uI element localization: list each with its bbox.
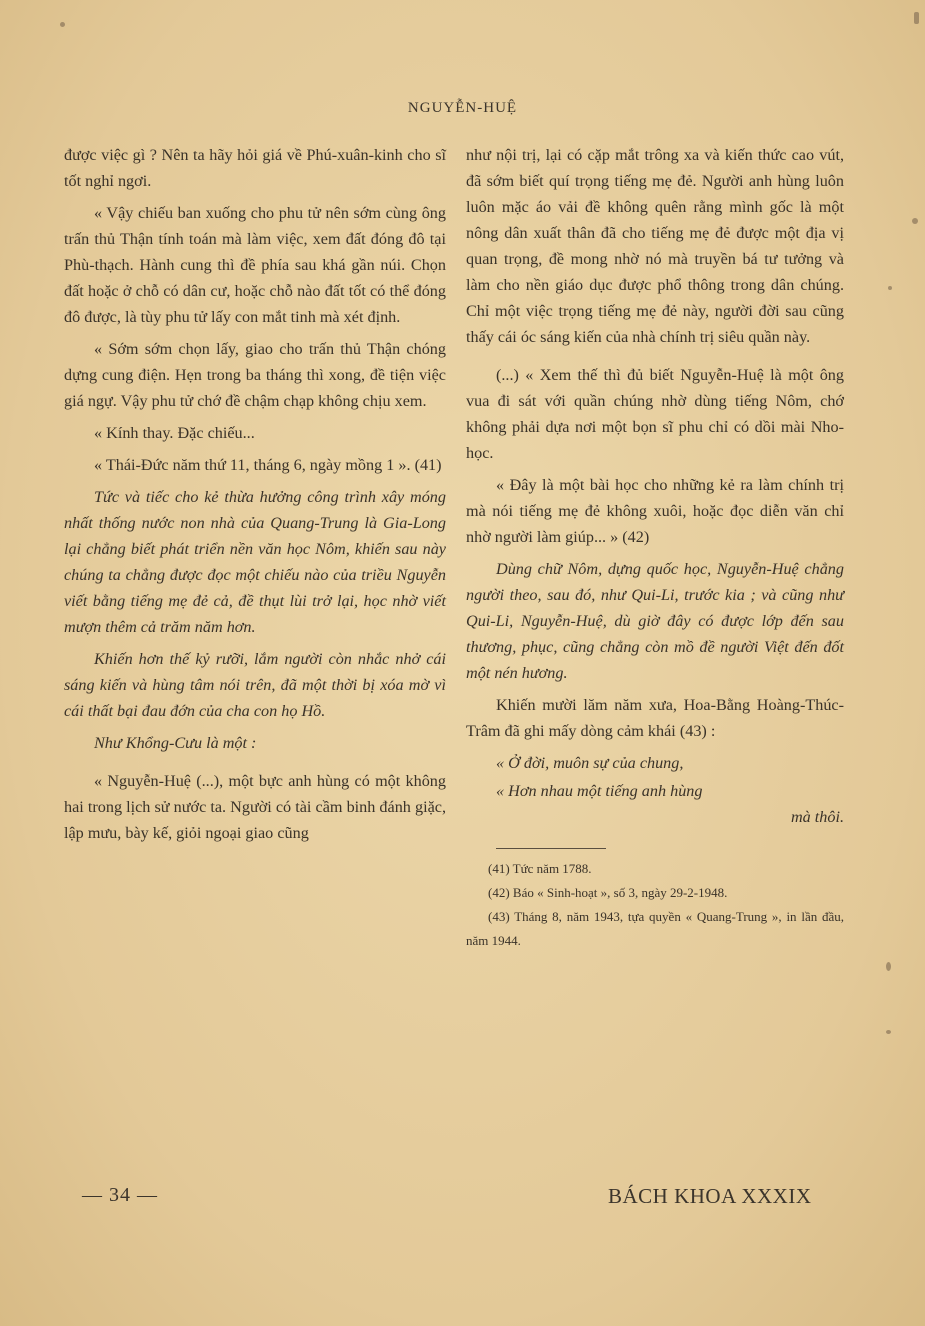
paper-speck [912,218,918,224]
verse-line: mà thôi. [790,808,844,826]
running-title: NGUYỄN-HUỆ [407,100,518,116]
right-column [466,142,844,953]
verse-line: « Hơn nhau một tiếng anh hùng [496,782,703,800]
verse-line: « Ở đời, muôn sự của chung, [496,754,684,772]
paragraph: « Thái-Đức năm thứ 11, tháng 6, ngày mồng 1 ». (41) [94,456,442,474]
paragraph: được việc gì ? Nên ta hãy hỏi giá về Phú-xuân-kinh cho sĩ tốt nghỉ ngơi. [64,146,446,190]
paper-speck [886,1030,891,1034]
publication-title: BÁCH KHOA XXXIX [608,1184,812,1208]
footnote: (42) Báo « Sinh-hoạt », số 3, ngày 29-2-1948. [488,885,728,900]
paper-speck [886,962,891,971]
footnote-rule [496,848,606,849]
paragraph-italic: Tức và tiếc cho kẻ thừa hưởng công trình xây móng nhất thống nước non nhà của Quang-Trung là Gia-Long lại chẳng biết phát triển nền văn học Nôm, khiến sau này chúng ta chẳng được đọc một chiếu nào của triều Nguyễn viết bằng tiếng mẹ đẻ cả, đề thụt lùi trở lại, học nhờ viết mượn thêm cả trăm năm hơn. [64,488,446,636]
paragraph: « Vậy chiếu ban xuống cho phu tử nên sớm cùng ông trấn thủ Thận tính toán mà làm việc, xem đất đóng đô tại Phù-thạch. Hành cung thì đề phía sau khá gần núi. Chọn đất hoặc ở chỗ có dân cư, hoặc chỗ nào đất tốt có thể đóng đô được, là tùy phu tử lấy con mắt tinh mà xét định. [64,204,446,326]
paper-speck [888,286,892,290]
paragraph: như nội trị, lại có cặp mắt trông xa và kiến thức cao vút, đã sớm biết quí trọng tiếng mẹ đẻ. Người anh hùng luôn luôn mặc áo vải đề không quên rằng mình gốc là một nông dân xuất thân đã cho tiếng mẹ đẻ được một địa vị quan trọng, đề mong nhờ nó mà truyền bá tư tưởng và làm cho nền giáo dục được phổ thông trong dân chúng. Chỉ một việc trọng tiếng mẹ đẻ này, người đời sau cũng thấy cái óc sáng kiến của nhà chính trị siêu quần này. [466,146,844,346]
left-column [64,142,446,846]
paper-speck [914,12,919,24]
footnote: (41) Tức năm 1788. [488,861,592,876]
page-number: — 34 — [82,1184,158,1206]
paragraph: « Nguyễn-Huệ (...), một bực anh hùng có một không hai trong lịch sử nước ta. Người có tài cầm binh đánh giặc, lập mưu, bày kế, giỏi ngoại giao cũng [64,772,446,842]
paragraph: « Kính thay. Đặc chiếu... [94,424,255,442]
paragraph: « Sớm sớm chọn lấy, giao cho trấn thủ Thận chóng dựng cung điện. Hẹn trong ba tháng thì xong, đề tiện việc giá ngự. Vậy phu tử chớ đề chậm chạp không chịu xem. [64,340,446,410]
paper-speck [60,22,65,27]
paragraph-italic: Dùng chữ Nôm, dựng quốc học, Nguyễn-Huệ chẳng người theo, sau đó, như Qui-Li, trước kia ; và cũng như Qui-Li, Nguyễn-Huệ, dù giờ đây có được lớp đến sau thương, phục, cũng chẳng còn mồ đề người Việt đến đốt một nén hương. [466,560,844,682]
paragraph-italic: Như Khổng-Cưu là một : [94,734,257,752]
paragraph: Khiến mười lăm năm xưa, Hoa-Bằng Hoàng-Thúc-Trâm đã ghi mấy dòng cảm khái (43) : [466,696,844,740]
paragraph: (...) « Xem thế thì đủ biết Nguyễn-Huệ là một ông vua đi sát với quần chúng nhờ dùng tiếng Nôm, chớ không phải dựa nơi một bọn sĩ phu chỉ có dồi mài Nho-học. [466,366,844,462]
footnote: (43) Tháng 8, năm 1943, tựa quyền « Quang-Trung », in lần đầu, năm 1944. [466,909,844,948]
paragraph-italic: Khiến hơn thế kỷ rưỡi, lắm người còn nhắc nhở cái sáng kiến và hùng tâm nói trên, đã một thời bị xóa mờ vì cái thất bại đau đớn của cha con họ Hồ. [64,650,446,720]
paragraph: « Đây là một bài học cho những kẻ ra làm chính trị mà nói tiếng mẹ đẻ không xuôi, hoặc đọc diễn văn chỉ nhờ người làm giúp... » (42) [466,476,844,546]
